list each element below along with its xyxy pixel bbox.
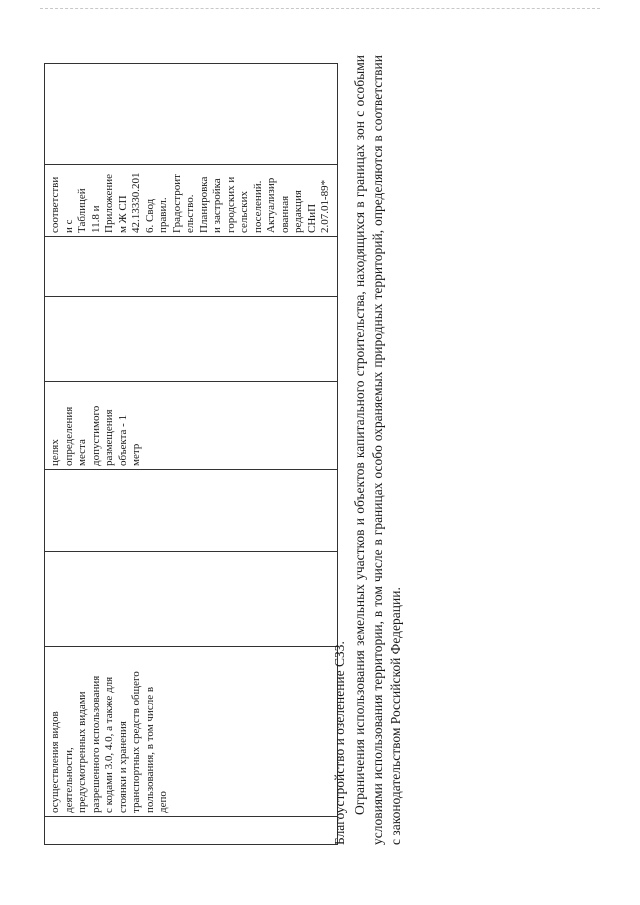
restrictions-paragraph: Ограничения использования земельных участков и объектов капитального строительства, находящихся в границах зон с особыми условиями использования территории, в том числе в границах особо охраняемых природных территорий, определяются в соответствии с законодательством Российской Федерации. (352, 55, 403, 845)
table-cell (45, 552, 338, 647)
table-cell (45, 237, 338, 297)
table-row (45, 64, 338, 845)
zoning-table (44, 63, 338, 845)
table-cell (45, 297, 338, 382)
cell-text: соответстви и с Таблицей 11.8 и Приложение м Ж СП 42.13330.201 6. Свод правил. Градостроит ельство. Планировка и застройка городских и сельских поселений. Актуализир ованная редакция СНиП 2.07.01-89* (49, 172, 331, 233)
table-cell (45, 165, 338, 237)
table-cell (45, 470, 338, 552)
body-text (331, 55, 405, 845)
section-heading: Благоустройство и озеленение СЗЗ. (332, 641, 347, 845)
page-top-rule (40, 8, 600, 9)
cell-text: осуществления видов деятельности, предусмотренных видами разрешенного использования с кодами 3.0, 4.0, а также для стоянки и хранения транспортных средств общего пользования, в том числе в депо (49, 671, 169, 813)
table-cell (45, 817, 338, 845)
table-cell (45, 64, 338, 165)
table-cell (45, 382, 338, 470)
cell-text: целях определения места допустимого размещения объекта - 1 метр (49, 405, 142, 466)
rotated-page (40, 30, 600, 870)
table-cell (45, 647, 338, 817)
